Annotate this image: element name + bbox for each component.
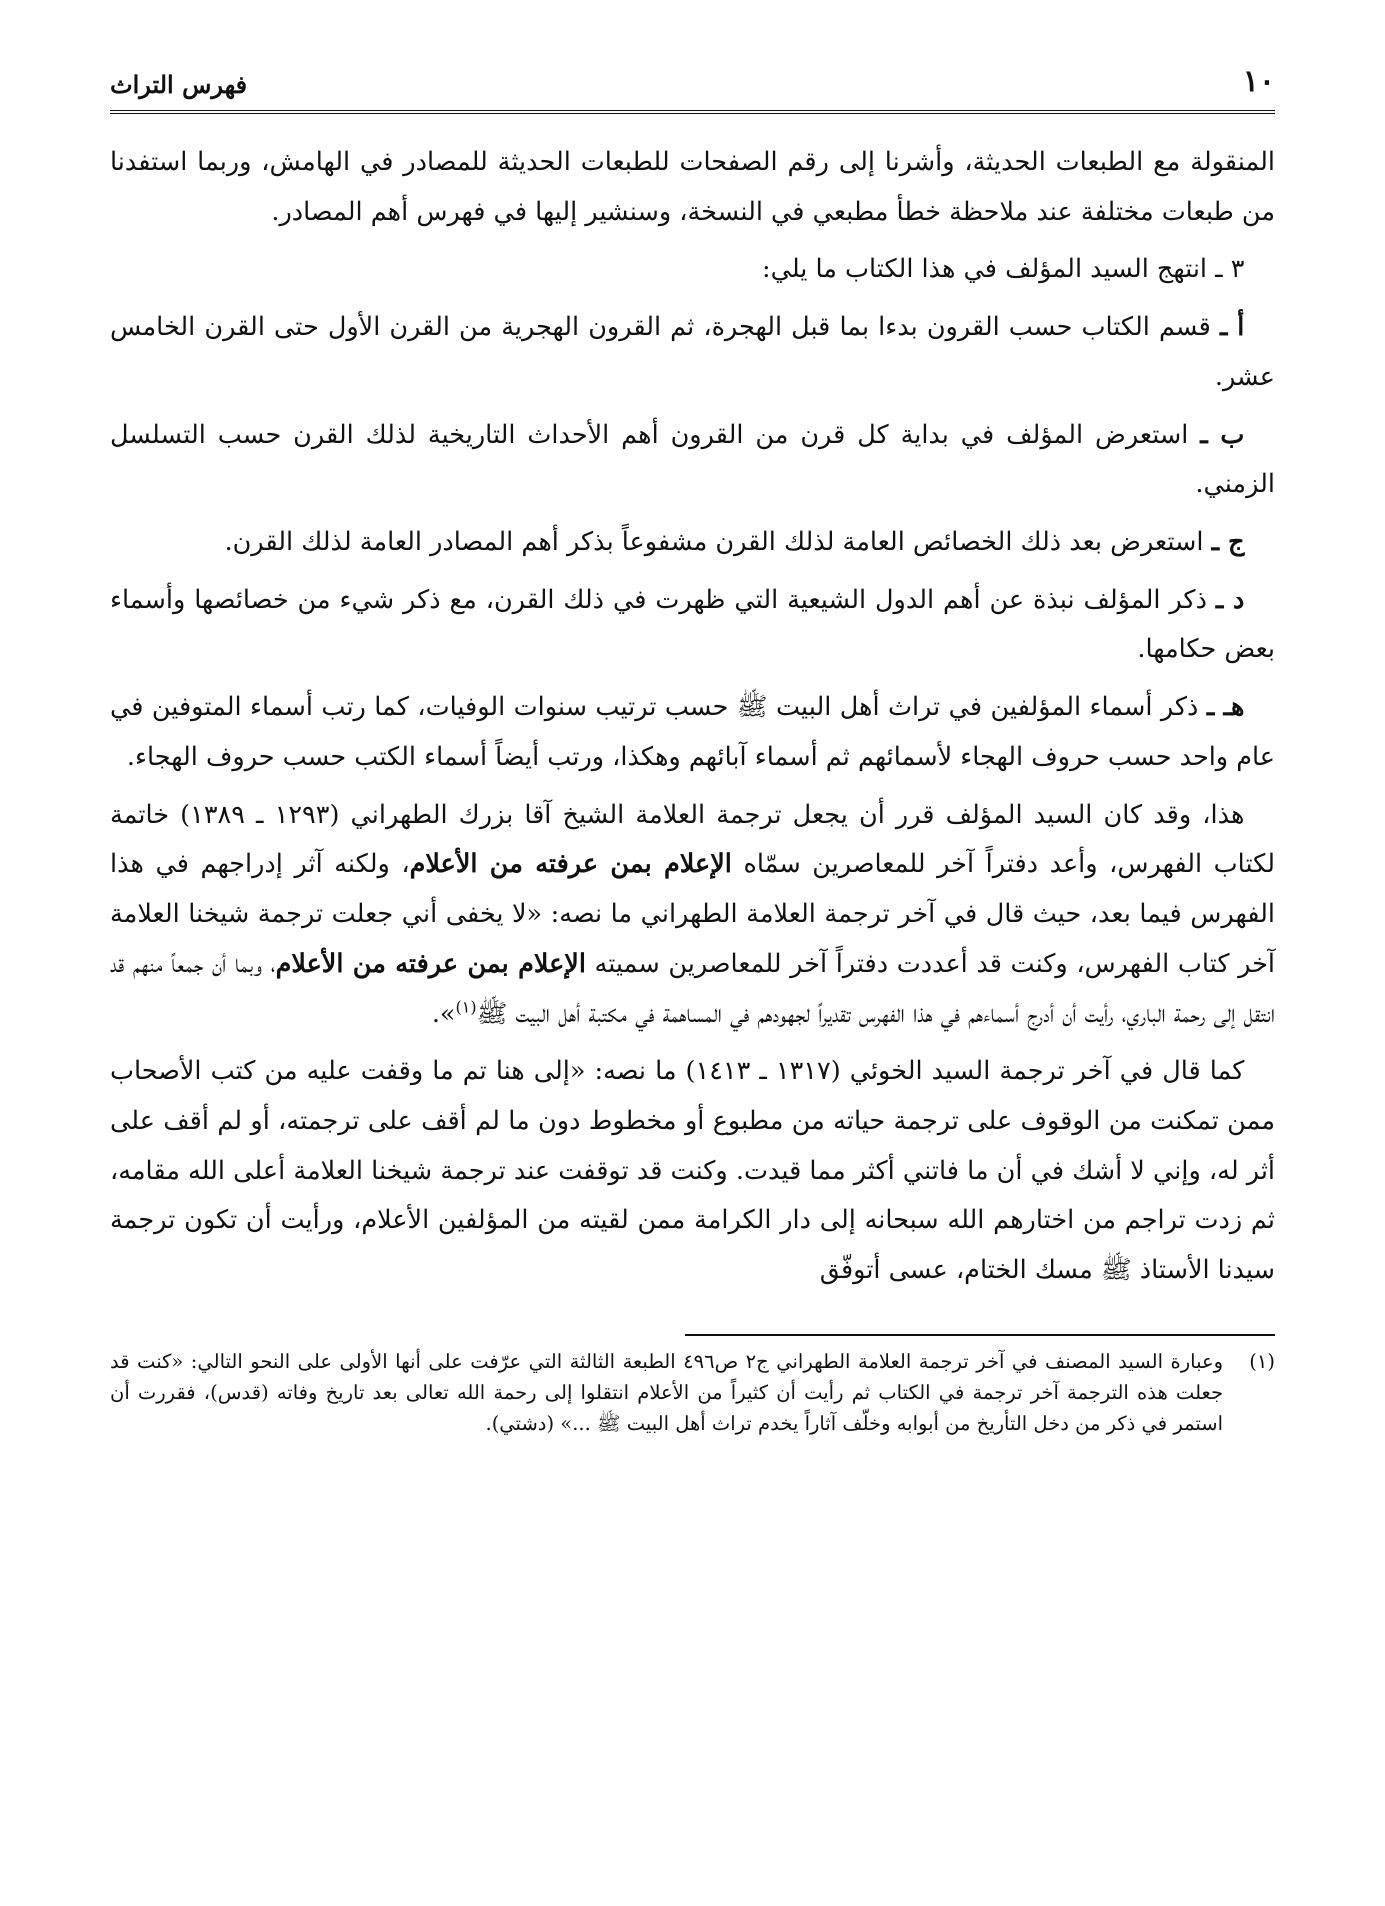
list-marker-e: هـ ـ bbox=[1206, 692, 1245, 723]
paragraph-tehrani bbox=[110, 791, 1275, 1040]
text-run: ، وبما أن جمعاً منهم قد انتقل إلى رحمة الباري، رأيت أن أدرج أسماءهم في هذا الفهرس تقديراً لجهودهم في المساهمة في مكتبة أهل البيت ﷺ bbox=[110, 948, 1275, 1029]
list-text-d: ذكر المؤلف نبذة عن أهم الدول الشيعية التي ظهرت في ذلك القرن، مع ذكر شيء من خصائصها وأسماء بعض حكامها. bbox=[110, 584, 1275, 665]
footnote-text: وعبارة السيد المصنف في آخر ترجمة العلامة الطهراني ج٢ ص٤٩٦ الطبعة الثالثة التي عرّفت على أنها الأولى على النحو التالي: «كنت قد جعلت هذه الترجمة آخر ترجمة في الكتاب ثم رأيت أن كثيراً من الأعلام انتقلوا إلى رحمة الله تعالى بعد تاريخ وفاته (قدس)، فقررت أن استمر في ذكر من دخل التأريخ من أبوابه وخلّف آثاراً يخدم تراث أهل البيت ﷺ ...» (دشتي). bbox=[110, 1349, 1223, 1436]
paragraph-khoei: كما قال في آخر ترجمة السيد الخوئي (١٣١٧ ـ ١٤١٣) ما نصه: «إلى هنا تم ما وقفت عليه من كتب الأصحاب ممن تمكنت من الوقوف على ترجمة حياته من مطبوع أو مخطوط دون ما لم أقف على ترجمته، أو لم أقف على أثر له، وإني لا أشك في أن ما فاتني أكثر مما قيدت. وكنت قد توقفت عند ترجمة شيخنا العلامة أعلى الله مقامه، ثم زدت تراجم من اختارهم الله سبحانه إلى دار الكرامة ممن لقيته من المؤلفين الأعلام، ورأيت أن تكون ترجمة سيدنا الأستاذ ﷺ مسك الختام، عسى أتوفّق bbox=[110, 1056, 1275, 1286]
list-marker-c: ج ـ bbox=[1211, 527, 1245, 558]
list-text-a: قسم الكتاب حسب القرون بدءا بما قبل الهجرة، ثم القرون الهجرية من القرن الأول حتى القرن الخامس عشر. bbox=[110, 312, 1275, 392]
footnote bbox=[110, 1346, 1275, 1440]
list-marker-b: ب ـ bbox=[1200, 419, 1245, 450]
text-run: ». bbox=[431, 998, 456, 1029]
text-run: هذا، وقد كان السيد المؤلف قرر أن يجعل ترجمة العلامة الشيخ آقا بزرك الطهراني (١٢٩٣ ـ ١٣٨٩) خاتمة لكتاب الفهرس، وأعد دفتراً آخر للمعاصرين سمّاه bbox=[110, 799, 1275, 880]
list-item-a bbox=[110, 303, 1275, 402]
book-page bbox=[110, 60, 1275, 1866]
list-text-c: استعرض بعد ذلك الخصائص العامة لذلك القرن مشفوعاً بذكر أهم المصادر العامة لذلك القرن. bbox=[224, 527, 1212, 558]
list-text-b: استعرض المؤلف في بداية كل قرن من القرون أهم الأحداث التاريخية لذلك القرن حسب التسلسل الزمني. bbox=[110, 419, 1275, 500]
paragraph-editions: المنقولة مع الطبعات الحديثة، وأشرنا إلى رقم الصفحات للطبعات الحديثة للمصادر في الهامش، وربما استفدنا من طبعات مختلفة عند ملاحظة خطأ مطبعي في النسخة، وسنشير إليها في فهرس أهم المصادر. bbox=[110, 147, 1275, 227]
list-marker-d: د ـ bbox=[1215, 584, 1245, 615]
footnote-divider bbox=[685, 1334, 1275, 1336]
footnote-reference[interactable]: (١) bbox=[455, 997, 477, 1016]
main-text bbox=[110, 138, 1275, 1296]
list-item-e bbox=[110, 683, 1275, 782]
list-marker-a: أ ـ bbox=[1219, 312, 1245, 343]
page-number: ١٠ bbox=[1242, 64, 1275, 99]
book-title-bold: الإعلام بمن عرفته من الأعلام bbox=[275, 948, 586, 979]
list-item-b bbox=[110, 411, 1275, 510]
list-item-d bbox=[110, 576, 1275, 675]
footnote-number: (١) bbox=[1249, 1349, 1275, 1373]
paragraph-methodology-intro: ٣ ـ انتهج السيد المؤلف في هذا الكتاب ما يلي: bbox=[761, 254, 1245, 285]
list-item-c bbox=[110, 518, 1275, 568]
page-header bbox=[110, 60, 1275, 114]
running-title: فهرس التراث bbox=[110, 70, 248, 99]
list-text-e: ذكر أسماء المؤلفين في تراث أهل البيت ﷺ حسب ترتيب سنوات الوفيات، كما رتب أسماء المتوفين في عام واحد حسب حروف الهجاء لأسمائهم ثم أسماء آبائهم وهكذا، ورتب أيضاً أسماء الكتب حسب حروف الهجاء. bbox=[110, 692, 1275, 772]
text-run: ، ولكنه آثر إدراجهم في هذا الفهرس فيما بعد، حيث قال في آخر ترجمة العلامة الطهراني ما نصه: «لا يخفى أني جعلت ترجمة شيخنا العلامة آخر كتاب الفهرس، وكنت قد أعددت دفتراً آخر للمعاصرين سميته bbox=[110, 849, 1275, 979]
book-title-bold: الإعلام بمن عرفته من الأعلام bbox=[409, 849, 732, 880]
